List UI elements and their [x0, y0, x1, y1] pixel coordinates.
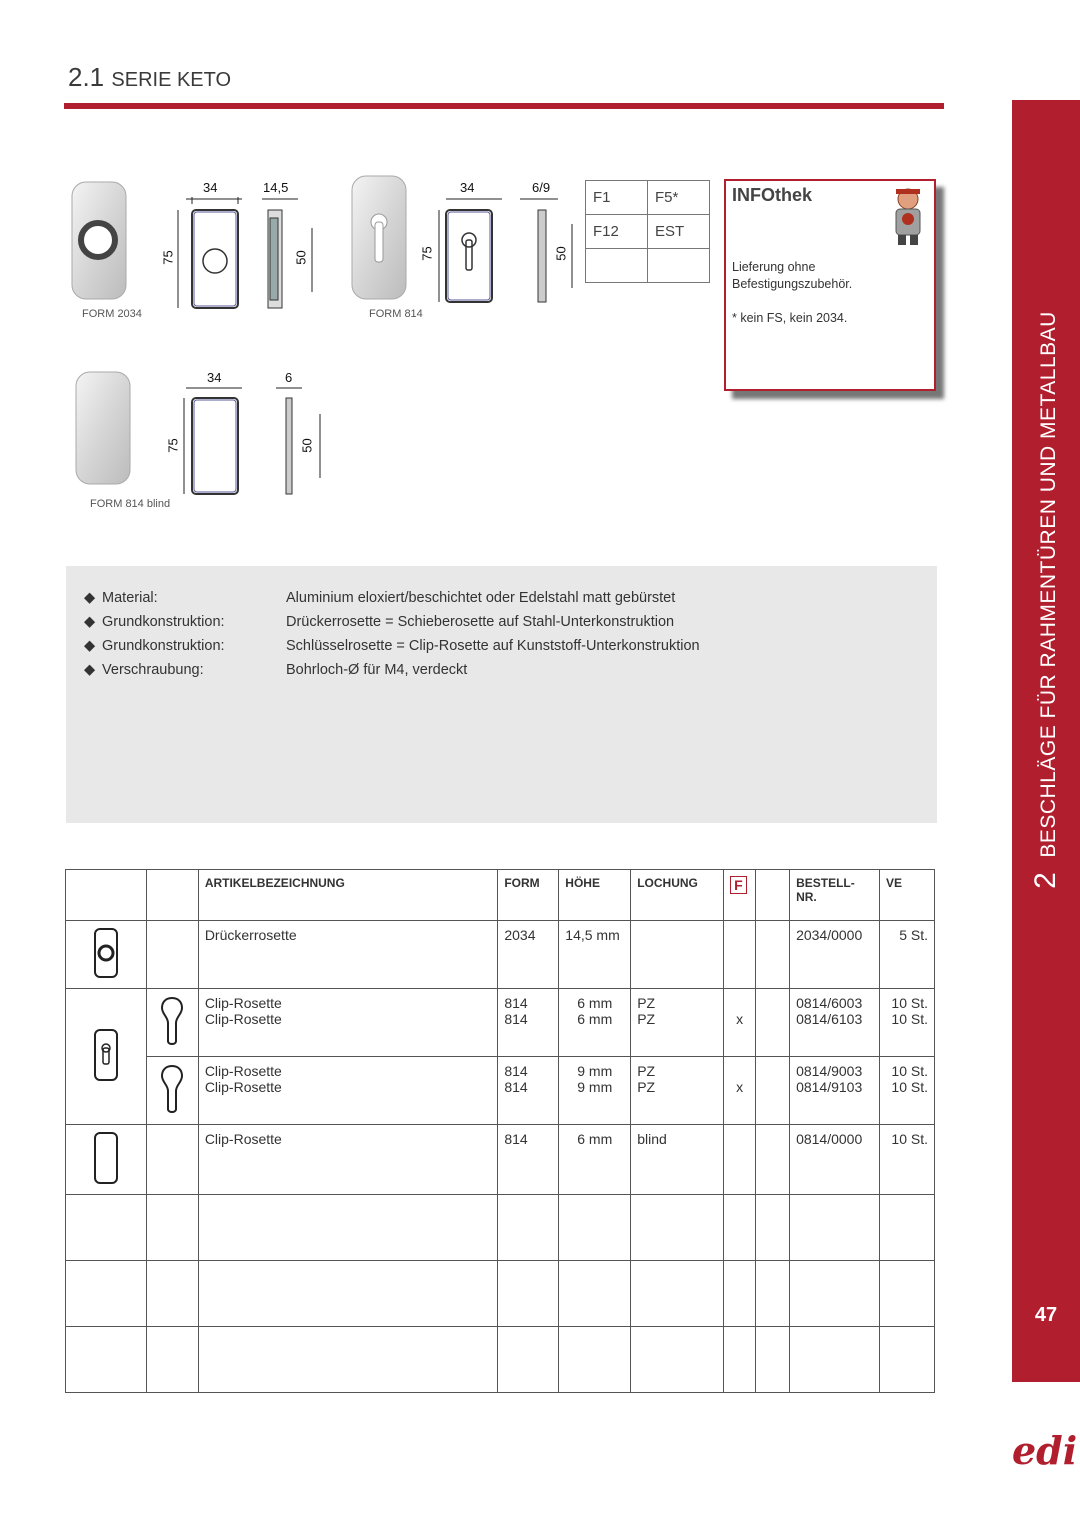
spec-row [84, 638, 700, 654]
diamond-bullet-icon: ◆ [84, 662, 96, 678]
header-form: FORM [498, 870, 559, 921]
table-row [66, 1125, 935, 1195]
spec-label: Grundkonstruktion: [102, 638, 225, 654]
product-table [65, 869, 935, 1393]
table-row [66, 921, 935, 989]
cell-hoehe: 6 mm [559, 1125, 631, 1195]
form2034-width: 34 [203, 180, 218, 195]
cell-ve: 10 St. 10 St. [880, 1057, 935, 1125]
cell-f [724, 1125, 756, 1195]
header-cell [66, 870, 147, 921]
pz-profile-icon [159, 1063, 185, 1115]
cell-bestell: 0814/6003 0814/6103 [790, 989, 880, 1057]
cell-name: Drückerrosette [198, 921, 498, 989]
form814-height: 75 [419, 246, 435, 261]
table-cell [146, 921, 198, 989]
finish-cell: F12 [586, 215, 648, 249]
form814-width: 34 [460, 180, 475, 195]
cell-f: x [724, 989, 756, 1057]
mascot-icon [888, 185, 930, 247]
table-cell [756, 1057, 790, 1125]
cell-form: 814 814 [498, 989, 559, 1057]
header-f [724, 870, 756, 921]
form814-blind-label: FORM 814 blind [90, 498, 171, 510]
table-row-empty [66, 1195, 935, 1261]
spec-label: Grundkonstruktion: [102, 614, 225, 630]
form814-blind-photo [76, 372, 130, 484]
form814-blind-front-drawing [184, 388, 242, 494]
spec-row [84, 614, 675, 630]
cell-name: Clip-Rosette Clip-Rosette [198, 989, 498, 1057]
chapter-title: BESCHLÄGE FÜR RAHMENTÜREN UND METALLBAU [1037, 311, 1060, 858]
header-artikel: ARTIKELBEZEICHNUNG [198, 870, 498, 921]
cell-bestell: 0814/0000 [790, 1125, 880, 1195]
form814-blind-depth: 6 [285, 370, 293, 385]
spec-value: Aluminium eloxiert/beschichtet oder Edelstahl matt gebürstet [286, 590, 676, 606]
form814-depth: 6/9 [532, 180, 551, 195]
spec-value: Bohrloch-Ø für M4, verdeckt [286, 662, 468, 678]
finish-cell: EST [648, 215, 710, 249]
cell-ve: 10 St. [880, 1125, 935, 1195]
infothek-text: Lieferung ohne Befestigungszubehör. [732, 260, 853, 291]
chapter-number: 2 [1029, 871, 1062, 889]
cell-form: 814 [498, 1125, 559, 1195]
form814-label: FORM 814 [369, 308, 423, 320]
technical-drawings [66, 170, 586, 520]
spec-box [66, 566, 937, 823]
diamond-bullet-icon: ◆ [84, 638, 96, 654]
form2034-depth: 14,5 [263, 180, 289, 195]
form814-blind-height: 75 [165, 438, 181, 453]
cell-form: 2034 [498, 921, 559, 989]
form814-blind-width: 34 [207, 370, 222, 385]
finish-cell: F1 [586, 181, 648, 215]
table-cell [146, 1125, 198, 1195]
diamond-bullet-icon: ◆ [84, 590, 96, 606]
header-bestell: BESTELL- NR. [790, 870, 880, 921]
finish-cell: F5* [648, 181, 710, 215]
drueckerrosette-icon [92, 927, 120, 979]
table-header-row [66, 870, 935, 921]
section-title: SERIE KETO [111, 69, 232, 91]
cell-f [724, 921, 756, 989]
header-rule [64, 103, 944, 109]
f-badge: F [730, 876, 747, 894]
page-title [68, 62, 231, 93]
product-image-cell [66, 989, 147, 1125]
cell-name: Clip-Rosette Clip-Rosette [198, 1057, 498, 1125]
cell-ve: 5 St. [880, 921, 935, 989]
page-number: 47 [1034, 1304, 1058, 1326]
cell-hoehe: 6 mm 6 mm [559, 989, 631, 1057]
form814-front-drawing [439, 199, 502, 302]
form2034-front-drawing [178, 197, 242, 308]
chapter-label [1029, 311, 1063, 889]
clip-rosette-pz-icon [92, 1028, 120, 1082]
table-row [66, 989, 935, 1057]
table-cell [756, 921, 790, 989]
infothek-box [724, 179, 936, 391]
cell-lochung [631, 921, 724, 989]
section-number: 2.1 [68, 62, 105, 92]
diamond-bullet-icon: ◆ [84, 614, 96, 630]
form2034-photo [72, 182, 126, 299]
infothek-title: INFOthek [732, 185, 813, 205]
clip-rosette-blind-icon [92, 1131, 120, 1185]
form814-blind-inner: 50 [299, 438, 315, 453]
spec-row [84, 662, 468, 678]
header-cell [756, 870, 790, 921]
form814-inner: 50 [553, 246, 569, 261]
cell-lochung: PZ PZ [631, 989, 724, 1057]
spec-value: Drückerrosette = Schieberosette auf Stahl-Unterkonstruktion [286, 614, 675, 630]
cell-lochung: PZ PZ [631, 1057, 724, 1125]
table-row-empty [66, 1327, 935, 1393]
spec-row [84, 590, 676, 606]
table-cell [756, 989, 790, 1057]
table-row [66, 1057, 935, 1125]
cell-name: Clip-Rosette [198, 1125, 498, 1195]
form814-photo [352, 176, 406, 299]
pz-profile-icon [159, 995, 185, 1047]
header-hoehe: HÖHE [559, 870, 631, 921]
profile-cell [146, 989, 198, 1057]
edi-logo: edi [1012, 1428, 1078, 1473]
finish-cell [648, 249, 710, 283]
spec-value: Schlüsselrosette = Clip-Rosette auf Kunststoff-Unterkonstruktion [286, 638, 700, 654]
spec-label: Material: [102, 590, 158, 606]
profile-cell [146, 1057, 198, 1125]
cell-bestell: 0814/9003 0814/9103 [790, 1057, 880, 1125]
cell-f: x [724, 1057, 756, 1125]
table-row-empty [66, 1261, 935, 1327]
cell-lochung: blind [631, 1125, 724, 1195]
header-ve: VE [880, 870, 935, 921]
product-image-cell [66, 921, 147, 989]
cell-bestell: 2034/0000 [790, 921, 880, 989]
form2034-inner: 50 [293, 250, 309, 265]
spec-label: Verschraubung: [102, 662, 204, 678]
infothek-note: * kein FS, kein 2034. [732, 311, 848, 325]
header-cell [146, 870, 198, 921]
cell-hoehe: 9 mm 9 mm [559, 1057, 631, 1125]
form2034-height: 75 [160, 250, 176, 265]
cell-ve: 10 St. 10 St. [880, 989, 935, 1057]
chapter-side-tab [1012, 100, 1080, 1382]
cell-hoehe: 14,5 mm [559, 921, 631, 989]
table-cell [756, 1125, 790, 1195]
product-image-cell [66, 1125, 147, 1195]
cell-form: 814 814 [498, 1057, 559, 1125]
finish-cell [586, 249, 648, 283]
form2034-label: FORM 2034 [82, 308, 142, 320]
finish-table [585, 180, 710, 283]
header-lochung: LOCHUNG [631, 870, 724, 921]
